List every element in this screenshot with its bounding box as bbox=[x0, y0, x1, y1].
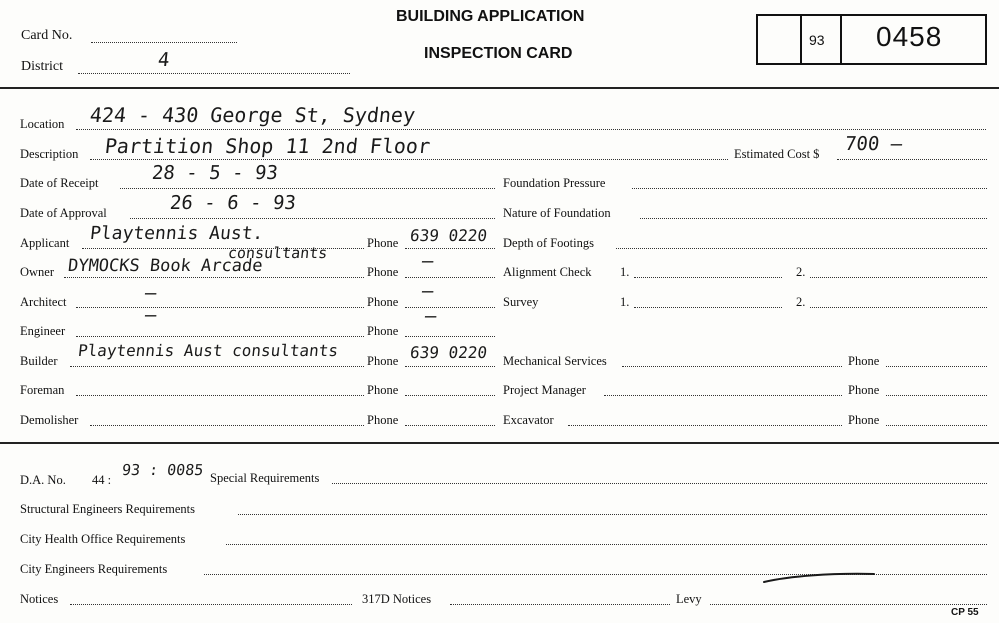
special-requirements-label: Special Requirements bbox=[210, 471, 320, 485]
da-value: 93 : 0085 bbox=[121, 461, 205, 479]
foundation-pressure-field[interactable] bbox=[632, 188, 987, 189]
demolisher-label: Demolisher bbox=[20, 413, 79, 427]
survey-field-2[interactable] bbox=[810, 307, 987, 308]
levy-field[interactable] bbox=[710, 604, 987, 605]
excavator-phone-label: Phone bbox=[848, 413, 880, 427]
owner-phone-field[interactable] bbox=[405, 277, 495, 278]
survey-label: Survey bbox=[503, 295, 539, 309]
card-title-line1: BUILDING APPLICATION bbox=[396, 8, 585, 25]
levy-pen-stroke bbox=[760, 570, 880, 586]
project-manager-label: Project Manager bbox=[503, 383, 586, 397]
box-divider bbox=[840, 16, 842, 63]
location-value: 424 - 430 George St, Sydney bbox=[88, 103, 417, 127]
project-manager-field[interactable] bbox=[604, 395, 842, 396]
foreman-label: Foreman bbox=[20, 383, 65, 397]
notices-label: Notices bbox=[20, 592, 59, 606]
section-divider bbox=[0, 442, 999, 444]
mechanical-phone-field[interactable] bbox=[886, 366, 987, 367]
engineer-phone-field[interactable] bbox=[405, 336, 495, 337]
date-of-receipt-label: Date of Receipt bbox=[20, 176, 99, 190]
architect-phone-field[interactable] bbox=[405, 307, 495, 308]
applicant-phone-label: Phone bbox=[367, 236, 399, 250]
city-engineers-label: City Engineers Requirements bbox=[20, 562, 168, 576]
foreman-field[interactable] bbox=[76, 395, 364, 396]
card-no-field[interactable] bbox=[91, 42, 237, 43]
builder-phone-field[interactable] bbox=[405, 366, 495, 367]
builder-phone: 639 0220 bbox=[409, 343, 489, 362]
architect-phone-label: Phone bbox=[367, 295, 399, 309]
owner-value: DYMOCKS Book Arcade bbox=[66, 256, 264, 276]
architect-phone: — bbox=[420, 280, 435, 302]
engineer-label: Engineer bbox=[20, 324, 66, 338]
da-prefix: 44 : bbox=[92, 473, 112, 487]
year-code: 93 bbox=[809, 32, 825, 48]
description-value: Partition Shop 11 2nd Floor bbox=[103, 134, 432, 158]
owner-label: Owner bbox=[20, 265, 55, 279]
excavator-phone-field[interactable] bbox=[886, 425, 987, 426]
da-no-label: D.A. No. bbox=[20, 473, 66, 487]
location-field[interactable] bbox=[76, 129, 986, 130]
structural-engineers-label: Structural Engineers Requirements bbox=[20, 502, 195, 516]
district-value: 4 bbox=[156, 49, 171, 71]
project-manager-phone-field[interactable] bbox=[886, 395, 987, 396]
builder-value: Playtennis Aust consultants bbox=[77, 341, 340, 360]
project-manager-phone-label: Phone bbox=[848, 383, 880, 397]
excavator-field[interactable] bbox=[568, 425, 842, 426]
engineer-field[interactable] bbox=[76, 336, 364, 337]
engineer-phone: — bbox=[423, 305, 438, 327]
card-number: 0458 bbox=[876, 21, 943, 52]
estimated-cost-field[interactable] bbox=[837, 159, 987, 160]
applicant-label: Applicant bbox=[20, 236, 70, 250]
date-of-receipt-value: 28 - 5 - 93 bbox=[150, 162, 279, 184]
location-label: Location bbox=[20, 117, 65, 131]
date-of-approval-field[interactable] bbox=[130, 218, 495, 219]
card-number-box bbox=[756, 14, 987, 65]
applicant-value: Playtennis Aust. bbox=[88, 223, 265, 244]
description-field[interactable] bbox=[90, 159, 728, 160]
special-requirements-field[interactable] bbox=[332, 483, 987, 484]
alignment-check-num-2: 2. bbox=[796, 265, 806, 279]
notices-317d-field[interactable] bbox=[450, 604, 670, 605]
foundation-pressure-label: Foundation Pressure bbox=[503, 176, 606, 190]
applicant-value-cont: consultants bbox=[227, 244, 329, 262]
foreman-phone-label: Phone bbox=[367, 383, 399, 397]
district-field[interactable] bbox=[78, 73, 350, 74]
applicant-phone-field[interactable] bbox=[405, 248, 495, 249]
owner-phone-label: Phone bbox=[367, 265, 399, 279]
owner-phone: — bbox=[420, 250, 435, 272]
estimated-cost-label: Estimated Cost $ bbox=[734, 147, 820, 161]
form-code: CP 55 bbox=[951, 607, 979, 618]
survey-num-2: 2. bbox=[796, 295, 806, 309]
nature-of-foundation-label: Nature of Foundation bbox=[503, 206, 611, 220]
depth-of-footings-label: Depth of Footings bbox=[503, 236, 594, 250]
demolisher-phone-field[interactable] bbox=[405, 425, 495, 426]
district-label: District bbox=[21, 59, 63, 74]
architect-label: Architect bbox=[20, 295, 67, 309]
description-label: Description bbox=[20, 147, 79, 161]
estimated-cost-value: 700 — bbox=[843, 133, 904, 155]
foreman-phone-field[interactable] bbox=[405, 395, 495, 396]
owner-field[interactable] bbox=[64, 277, 364, 278]
city-health-label: City Health Office Requirements bbox=[20, 532, 186, 546]
notices-field[interactable] bbox=[70, 604, 352, 605]
alignment-check-field-1[interactable] bbox=[634, 277, 782, 278]
mechanical-services-field[interactable] bbox=[622, 366, 842, 367]
box-divider bbox=[800, 16, 802, 63]
city-health-field[interactable] bbox=[226, 544, 987, 545]
builder-label: Builder bbox=[20, 354, 58, 368]
engineer-value: — bbox=[143, 304, 158, 326]
demolisher-phone-label: Phone bbox=[367, 413, 399, 427]
date-of-approval-value: 26 - 6 - 93 bbox=[168, 192, 297, 214]
alignment-check-field-2[interactable] bbox=[810, 277, 987, 278]
builder-field[interactable] bbox=[70, 366, 364, 367]
card-no-label: Card No. bbox=[21, 28, 73, 43]
nature-of-foundation-field[interactable] bbox=[640, 218, 987, 219]
applicant-phone: 639 0220 bbox=[409, 226, 489, 245]
engineer-phone-label: Phone bbox=[367, 324, 399, 338]
date-of-receipt-field[interactable] bbox=[120, 188, 495, 189]
excavator-label: Excavator bbox=[503, 413, 554, 427]
header-divider bbox=[0, 87, 999, 89]
notices-317d-label: 317D Notices bbox=[362, 592, 432, 606]
depth-of-footings-field[interactable] bbox=[616, 248, 987, 249]
alignment-check-label: Alignment Check bbox=[503, 265, 592, 279]
builder-phone-label: Phone bbox=[367, 354, 399, 368]
survey-field-1[interactable] bbox=[634, 307, 782, 308]
architect-value: — bbox=[143, 282, 158, 304]
alignment-check-num-1: 1. bbox=[620, 265, 630, 279]
date-of-approval-label: Date of Approval bbox=[20, 206, 107, 220]
survey-num-1: 1. bbox=[620, 295, 630, 309]
levy-label: Levy bbox=[676, 592, 702, 606]
architect-field[interactable] bbox=[76, 307, 364, 308]
mechanical-phone-label: Phone bbox=[848, 354, 880, 368]
mechanical-services-label: Mechanical Services bbox=[503, 354, 607, 368]
structural-engineers-field[interactable] bbox=[238, 514, 987, 515]
demolisher-field[interactable] bbox=[90, 425, 364, 426]
card-title-line2: INSPECTION CARD bbox=[424, 45, 573, 62]
